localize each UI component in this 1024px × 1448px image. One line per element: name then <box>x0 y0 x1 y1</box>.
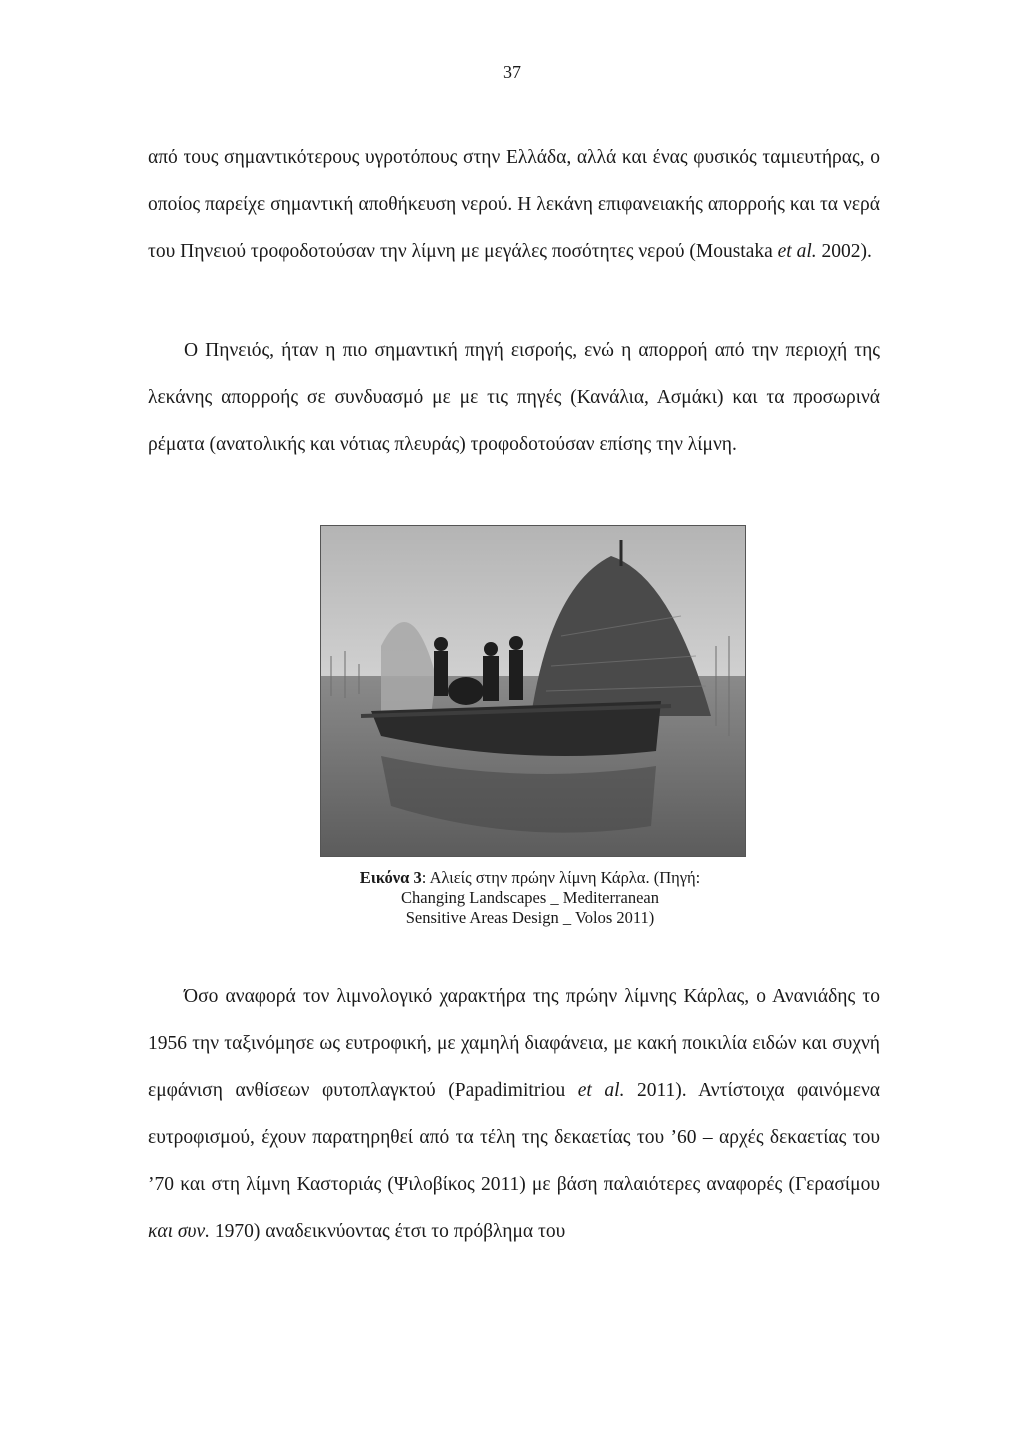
lake-karla-fishermen-photo <box>320 525 746 857</box>
citation-et-al-2: et al. <box>577 1080 625 1101</box>
paragraph-3-text-3: 1970) αναδεικνύοντας έτσι το πρόβλημα του <box>210 1221 566 1242</box>
paragraph-2 <box>148 327 880 468</box>
citation-et-al: et al. <box>777 241 817 262</box>
caption-line-3: Sensitive Areas Design _ Volos 2011) <box>405 908 655 927</box>
figure-caption <box>290 868 770 928</box>
paragraph-3-text: Όσο αναφορά τον λιμνολογικό χαρακτήρα της πρώην λίμνης Κάρλας, ο Ανανιάδης το 1956 την ταξινόμησε ως ευτροφική, με χαμηλή διαφάνεια, με κακή ποικιλία ειδών και συχνή εμφάνιση ανθίσεων φυτοπλαγκτού (Papadimitriou <box>148 986 880 1101</box>
caption-line-1: : Αλιείς στην πρώην λίμνη Κάρλα. (Πηγή: <box>421 868 701 887</box>
paragraph-1 <box>148 134 880 275</box>
paragraph-2-text: Ο Πηνειός, ήταν η πιο σημαντική πηγή εισροής, ενώ η απορροή από την περιοχή της λεκάνης απορροής σε συνδυασμό με με τις πηγές (Κανάλια, Ασμάκι) και τα προσωρινά ρέματα (ανατολικής και νότιας πλευράς) τροφοδοτούσαν επίσης την λίμνη. <box>148 340 880 455</box>
paragraph-1-text: από τους σημαντικότερους υγροτόπους στην Ελλάδα, αλλά και ένας φυσικός ταμιευτήρας, ο οποίος παρείχε σημαντική αποθήκευση νερού. Η λεκάνη επιφανειακής απορροής και τα νερά του Πηνειού τροφοδοτούσαν την λίμνη με μεγάλες ποσότητες νερού (Moustaka <box>148 147 880 262</box>
page-number: 37 <box>503 62 521 82</box>
paragraph-3-text-2: 2011). Αντίστοιχα φαινόμενα ευτροφισμού, έχουν παρατηρηθεί από τα τέλη της δεκαετίας του ’60 – αρχές δεκαετίας του ’70 και στη λίμνη Καστοριάς (Ψιλοβίκος 2011) με βάση παλαιότερες αναφορές (Γερασίμου <box>148 1080 880 1195</box>
paragraph-1-text-end: 2002). <box>816 241 872 262</box>
citation-kai-syn: και συν. <box>148 1221 210 1242</box>
paragraph-3 <box>148 973 880 1255</box>
caption-line-2: Changing Landscapes _ Mediterranean <box>401 888 659 907</box>
figure-label: Εικόνα 3 <box>359 868 422 887</box>
photo-illustration <box>321 526 745 856</box>
